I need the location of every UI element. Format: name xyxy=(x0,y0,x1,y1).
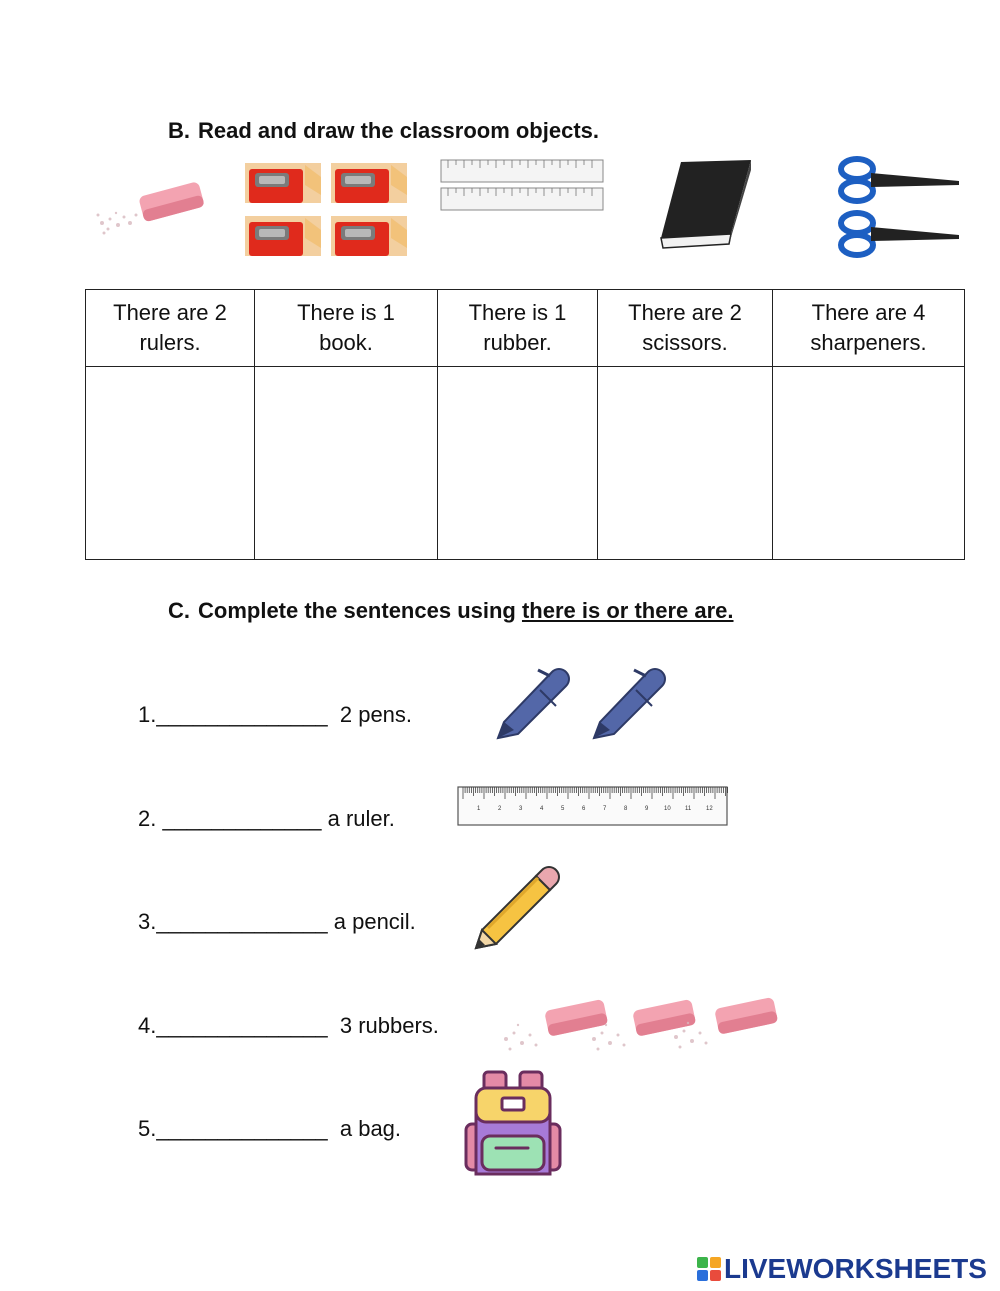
book-icon xyxy=(657,158,755,250)
section-c-letter: C. xyxy=(168,598,190,623)
ruler-number: 6 xyxy=(582,806,586,812)
pencil-icon xyxy=(472,866,560,952)
section-c-heading xyxy=(168,598,734,624)
ruler-icon xyxy=(457,786,729,828)
sharpener-icon xyxy=(245,155,410,260)
section-b-letter: B. xyxy=(168,118,190,143)
section-b-title: Read and draw the classroom objects. xyxy=(198,118,600,143)
section-c-title-prefix: Complete the sentences using xyxy=(198,598,522,623)
drawing-cell[interactable] xyxy=(255,367,438,560)
pen-icon xyxy=(494,666,669,742)
ruler-number: 11 xyxy=(685,806,692,812)
ruler-number: 12 xyxy=(706,806,713,812)
table-header-cell: There are 2 rulers. xyxy=(86,290,255,367)
ruler-number: 2 xyxy=(498,806,502,812)
sentence-2[interactable]: 2. _____________ a ruler. xyxy=(138,806,395,831)
logo-text: LIVEWORKSHEETS xyxy=(724,1253,987,1284)
table-header-cell: There are 4 sharpeners. xyxy=(773,290,965,367)
drawing-table xyxy=(85,289,965,560)
scissors-icon xyxy=(835,155,963,260)
eraser-icon xyxy=(90,175,210,245)
ruler-number: 1 xyxy=(477,806,481,812)
backpack-icon xyxy=(462,1070,564,1182)
table-header-cell: There is 1 rubber. xyxy=(438,290,598,367)
ruler-number: 4 xyxy=(540,806,544,812)
section-b-heading xyxy=(168,118,599,144)
ruler-number: 9 xyxy=(645,806,649,812)
ruler-number: 8 xyxy=(624,806,628,812)
logo-mark-icon xyxy=(697,1257,721,1281)
drawing-cell[interactable] xyxy=(773,367,965,560)
ruler-number: 3 xyxy=(519,806,523,812)
ruler-number: 5 xyxy=(561,806,565,812)
sentence-4[interactable]: 4.______________ 3 rubbers. xyxy=(138,1013,439,1038)
sentence-1[interactable]: 1.______________ 2 pens. xyxy=(138,702,413,727)
ruler-number: 10 xyxy=(664,806,671,812)
liveworksheets-logo xyxy=(697,1252,987,1286)
drawing-cell[interactable] xyxy=(598,367,773,560)
eraser-icon xyxy=(500,995,780,1059)
drawing-cell[interactable] xyxy=(86,367,255,560)
table-header-cell: There is 1 book. xyxy=(255,290,438,367)
ruler-icon xyxy=(440,159,605,215)
drawing-cell[interactable] xyxy=(438,367,598,560)
sentence-5[interactable]: 5.______________ a bag. xyxy=(138,1116,402,1141)
sentence-3[interactable]: 3.______________ a pencil. xyxy=(138,909,416,934)
section-c-title-underlined: there is or there are. xyxy=(521,598,734,623)
ruler-number: 7 xyxy=(603,806,607,812)
table-header-cell: There are 2 scissors. xyxy=(598,290,773,367)
